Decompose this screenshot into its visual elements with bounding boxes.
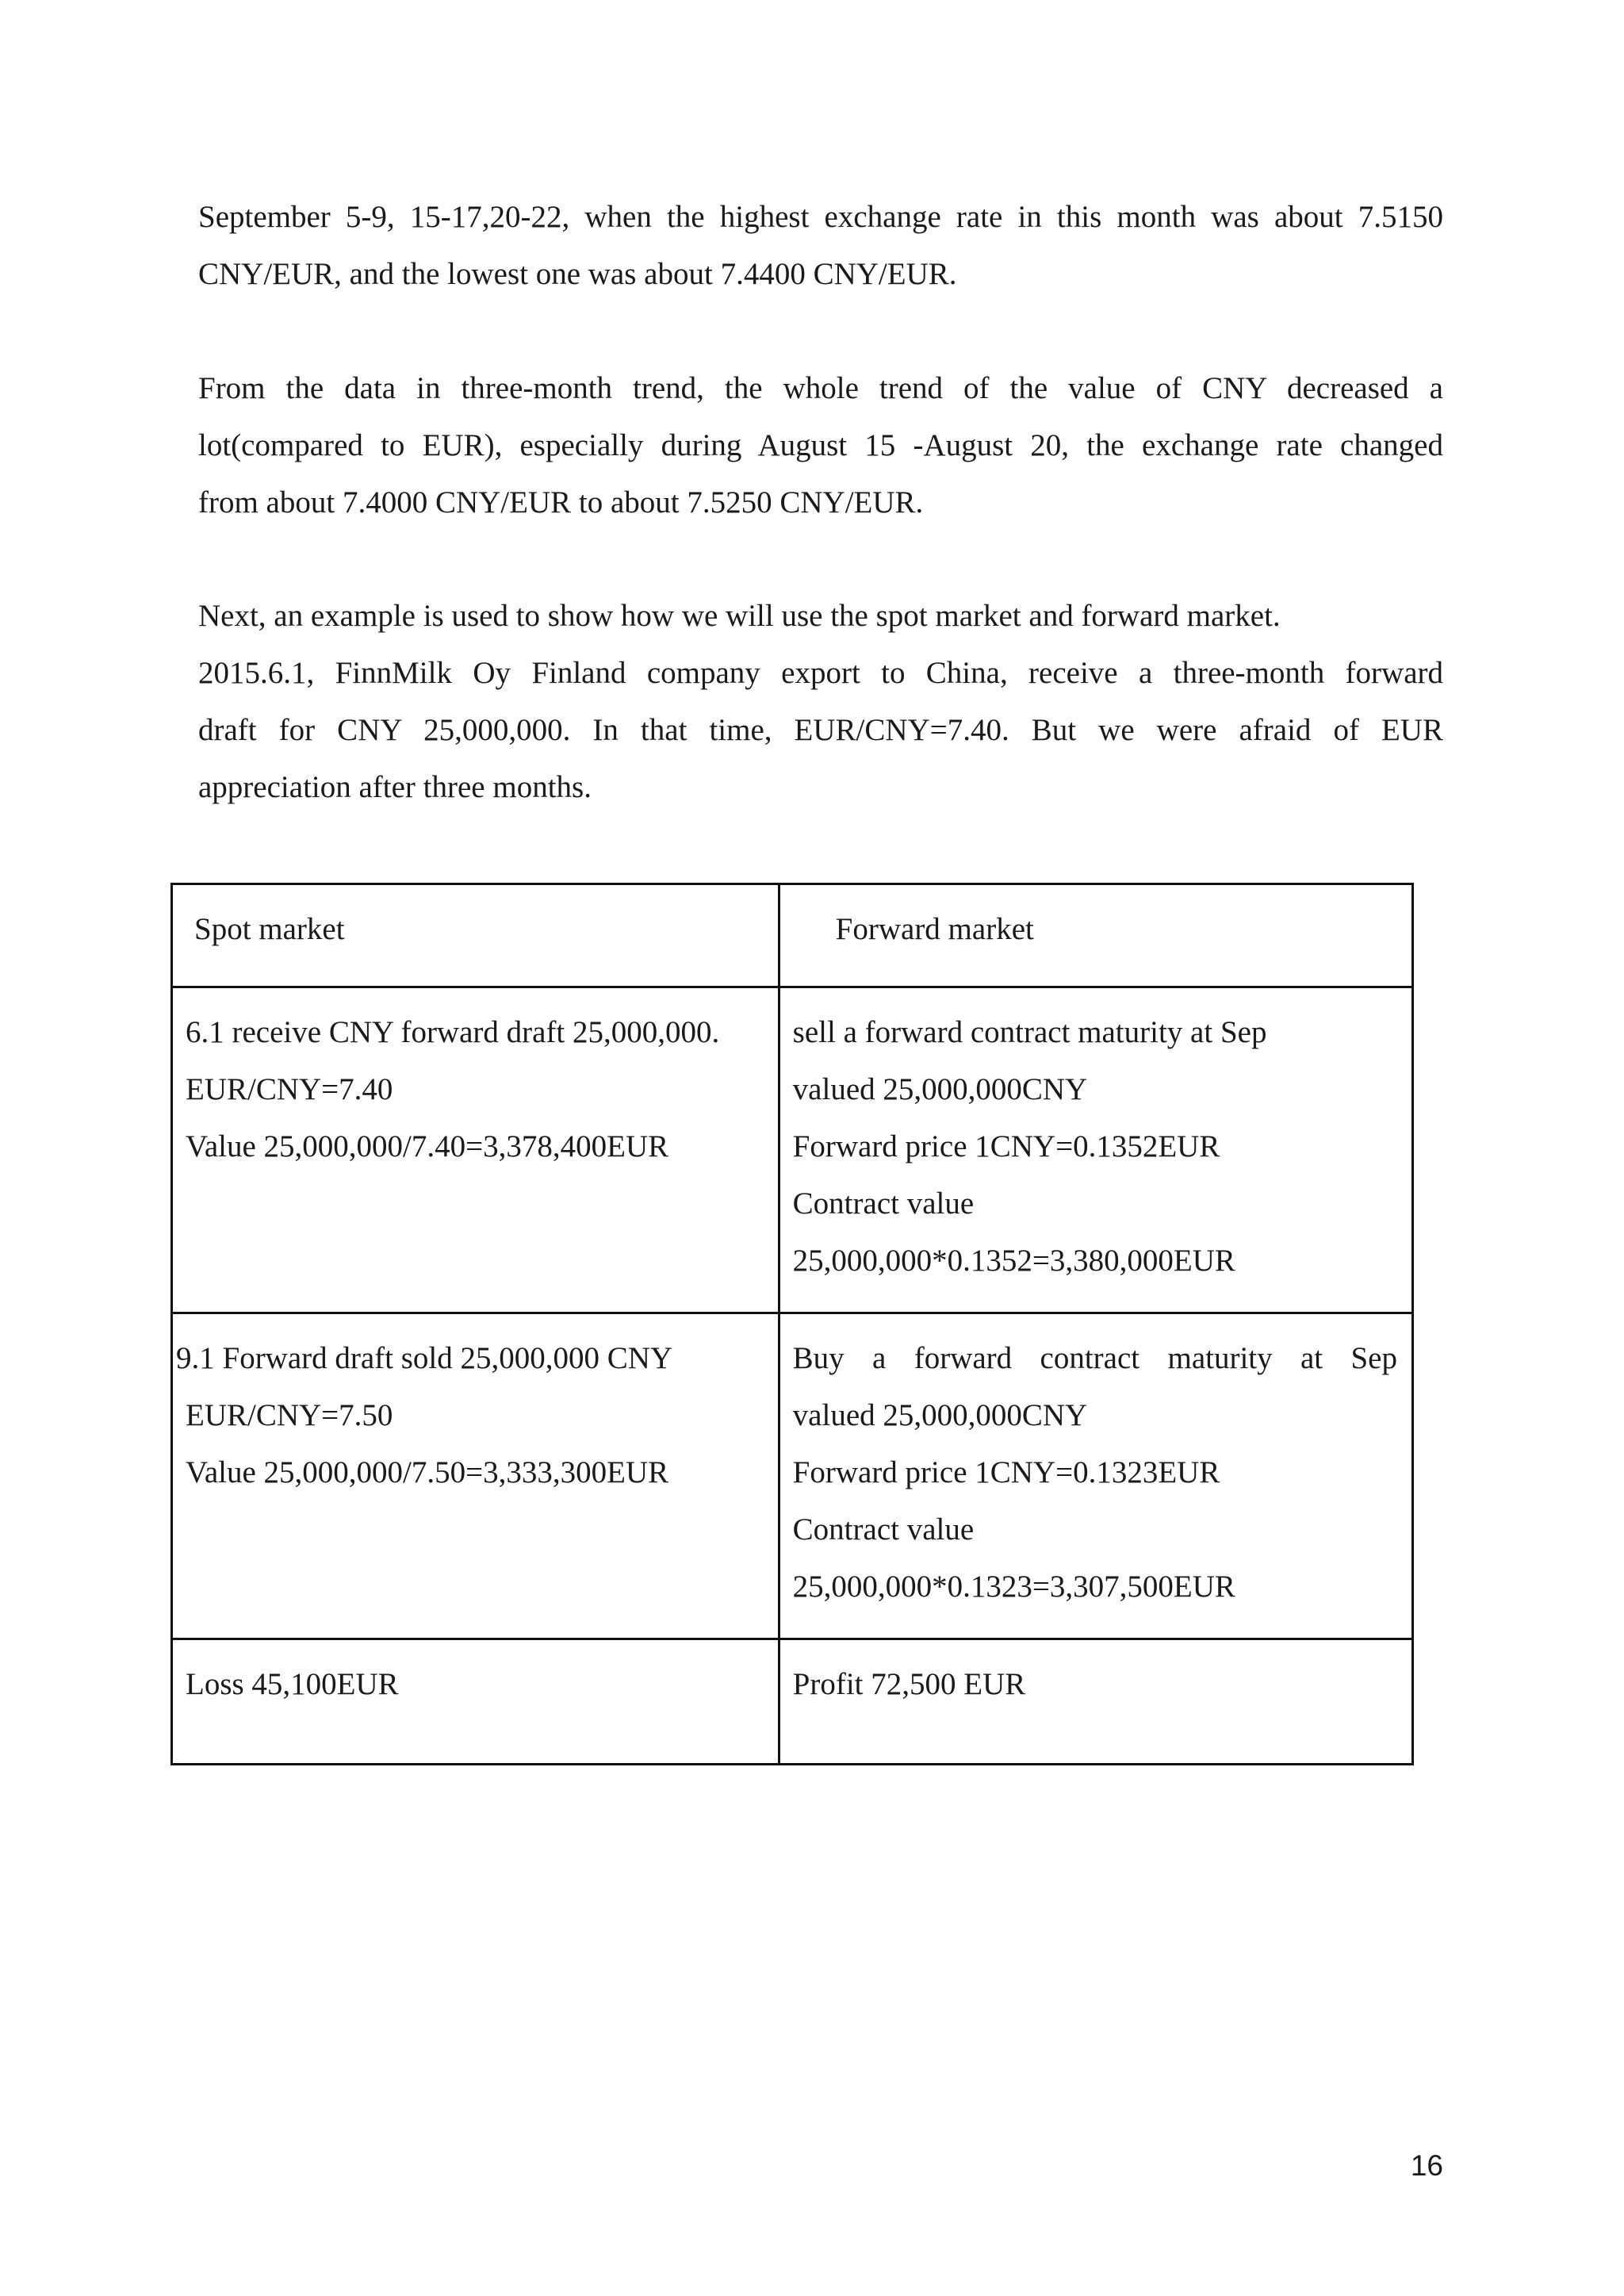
table-row: [172, 1313, 1413, 1639]
paragraph-line: 2015.6.1, FinnMilk Oy Finland company export to China, receive a three-month forward: [198, 656, 1443, 690]
cell-line: valued 25,000,000CNY: [792, 1072, 1088, 1106]
table-summary-row: [172, 1639, 1413, 1765]
forward-cell: [779, 1313, 1412, 1639]
paragraph-example: [198, 588, 1443, 816]
paragraph-line: draft for CNY 25,000,000. In that time, EUR/CNY=7.40. But we were afraid of EUR: [198, 713, 1443, 747]
spot-cell: [172, 1313, 779, 1639]
table-header-row: [172, 884, 1413, 987]
paragraph-line: September 5-9, 15-17,20-22, when the highest exchange rate in this month was about 7.5150: [198, 200, 1443, 234]
paragraph-line: Next, an example is used to show how we will use the spot market and forward market.: [198, 599, 1281, 633]
paragraph-line: From the data in three-month trend, the whole trend of the value of CNY decreased a: [198, 371, 1443, 405]
cell-line: Value 25,000,000/7.40=3,378,400EUR: [186, 1129, 669, 1163]
spot-cell: [172, 987, 779, 1313]
cell-line: EUR/CNY=7.50: [186, 1398, 393, 1432]
paragraph-line: CNY/EUR, and the lowest one was about 7.4400 CNY/EUR.: [198, 257, 957, 291]
cell-line: valued 25,000,000CNY: [792, 1398, 1088, 1432]
cell-line: Forward price 1CNY=0.1323EUR: [792, 1455, 1220, 1489]
cell-line: 9.1 Forward draft sold 25,000,000 CNY: [176, 1341, 673, 1375]
spot-forward-comparison-table: [170, 883, 1414, 1765]
cell-line: 6.1 receive CNY forward draft 25,000,000.: [186, 1015, 720, 1049]
cell-line: Forward price 1CNY=0.1352EUR: [792, 1129, 1220, 1163]
forward-result-cell: Profit 72,500 EUR: [779, 1639, 1412, 1765]
page-number: 16: [1410, 2149, 1443, 2182]
cell-line: 25,000,000*0.1352=3,380,000EUR: [792, 1244, 1235, 1278]
header-cell-forward-market: Forward market: [779, 884, 1412, 987]
cell-line: 25,000,000*0.1323=3,307,500EUR: [792, 1570, 1235, 1604]
cell-line: sell a forward contract maturity at Sep: [792, 1015, 1267, 1049]
cell-line: Buy a forward contract maturity at Sep: [792, 1341, 1397, 1375]
paragraph-september-rates: [198, 189, 1443, 303]
cell-line: EUR/CNY=7.40: [186, 1072, 393, 1106]
paragraph-three-month-trend: [198, 360, 1443, 531]
paragraph-line: appreciation after three months.: [198, 770, 592, 804]
cell-line: Value 25,000,000/7.50=3,333,300EUR: [186, 1455, 669, 1489]
header-cell-spot-market: Spot market: [172, 884, 779, 987]
table-row: [172, 987, 1413, 1313]
paragraph-line: from about 7.4000 CNY/EUR to about 7.5250 CNY/EUR.: [198, 485, 924, 519]
cell-line: Contract value: [792, 1512, 975, 1547]
paragraph-line: lot(compared to EUR), especially during August 15 -August 20, the exchange rate changed: [198, 428, 1443, 462]
forward-cell: [779, 987, 1412, 1313]
spot-result-cell: Loss 45,100EUR: [172, 1639, 779, 1765]
cell-line: Contract value: [792, 1186, 975, 1221]
